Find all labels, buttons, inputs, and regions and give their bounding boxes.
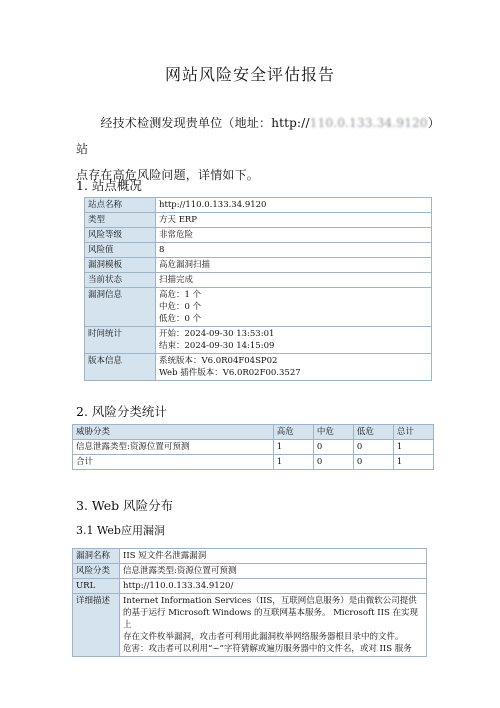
risk-stats-table bbox=[72, 424, 434, 470]
risk-row bbox=[73, 455, 434, 470]
site-info-value: 非常危险 bbox=[156, 228, 432, 243]
site-info-value: 8 bbox=[156, 243, 432, 258]
vuln-description-line: 存在文件枚举漏洞，攻击者可利用此漏洞枚举网络服务器根目录中的文件。 bbox=[123, 632, 404, 642]
vuln-detail-key: 漏洞名称 bbox=[73, 549, 120, 564]
section-site-overview: 1. 站点概况 bbox=[76, 178, 142, 193]
risk-cell: 1 bbox=[273, 455, 313, 470]
risk-cell: 0 bbox=[353, 440, 393, 455]
site-info-row bbox=[85, 198, 432, 213]
risk-header-cell: 低危 bbox=[353, 425, 393, 440]
vuln-detail-key: URL bbox=[73, 579, 120, 594]
site-info-table bbox=[84, 197, 432, 381]
site-info-row-vuln-info bbox=[85, 288, 432, 327]
risk-header-cell: 总计 bbox=[393, 425, 433, 440]
vuln-detail-value: 信息泄露类型:资源位置可预测 bbox=[120, 564, 427, 579]
risk-cell: 合计 bbox=[73, 455, 274, 470]
section-risk-stats: 2. 风险分类统计 bbox=[76, 404, 167, 419]
vuln-description-line: Internet Information Services（IIS，互联网信息服务）是由微软公司提供 bbox=[123, 596, 417, 606]
site-info-key: 风险值 bbox=[85, 243, 156, 258]
risk-cell: 0 bbox=[313, 455, 353, 470]
risk-cell: 1 bbox=[393, 455, 433, 470]
subsection-web-app-vuln: 3.1 Web应用漏洞 bbox=[76, 524, 165, 537]
site-info-row bbox=[85, 213, 432, 228]
vuln-detail-row-description bbox=[73, 594, 427, 657]
site-info-line: 系统版本：V6.0R04F04SP02 bbox=[159, 356, 278, 366]
site-info-value: 高危漏洞扫描 bbox=[156, 258, 432, 273]
site-info-key: 漏洞模板 bbox=[85, 258, 156, 273]
section-web-risk: 3. Web 风险分布 bbox=[76, 498, 174, 513]
site-info-value: 方天 ERP bbox=[156, 213, 432, 228]
site-info-key: 类型 bbox=[85, 213, 156, 228]
redacted-host: 110.0.133.34.9120 bbox=[309, 116, 428, 130]
report-title: 网站风险安全评估报告 bbox=[164, 65, 335, 84]
risk-cell: 信息泄露类型:资源位置可预测 bbox=[73, 440, 274, 455]
risk-cell: 0 bbox=[313, 440, 353, 455]
site-info-row-time-stats bbox=[85, 327, 432, 354]
site-info-key: 版本信息 bbox=[85, 354, 156, 381]
site-info-value: 扫描完成 bbox=[156, 273, 432, 288]
site-info-line: 开始：2024-09-30 13:53:01 bbox=[159, 329, 275, 339]
vuln-detail-key: 详细描述 bbox=[73, 594, 120, 657]
vuln-description-line: 的基于运行 Microsoft Windows 的互联网基本服务。 Microsoft IIS 在实现上 bbox=[123, 608, 419, 630]
vuln-description bbox=[120, 594, 427, 657]
vuln-detail-value: http://110.0.133.34.9120/ bbox=[120, 579, 427, 594]
vuln-detail-key: 风险分类 bbox=[73, 564, 120, 579]
site-info-value bbox=[156, 288, 432, 327]
site-info-key: 风险等级 bbox=[85, 228, 156, 243]
risk-cell: 0 bbox=[353, 455, 393, 470]
vuln-detail-row bbox=[73, 579, 427, 594]
intro-line1: 经技术检测发现贵单位（地址：http://110.0.133.34.9120）站 bbox=[76, 116, 434, 156]
risk-header-cell: 高危 bbox=[273, 425, 313, 440]
site-info-row bbox=[85, 228, 432, 243]
risk-header-cell: 威胁分类 bbox=[73, 425, 274, 440]
site-info-key: 漏洞信息 bbox=[85, 288, 156, 327]
site-info-value bbox=[156, 327, 432, 354]
site-info-row bbox=[85, 243, 432, 258]
site-info-line: 低危：0 个 bbox=[159, 314, 202, 324]
site-info-line: 中危：0 个 bbox=[159, 302, 202, 312]
site-info-key: 当前状态 bbox=[85, 273, 156, 288]
risk-cell: 1 bbox=[273, 440, 313, 455]
risk-cell: 1 bbox=[393, 440, 433, 455]
site-info-value: http://110.0.133.34.9120 bbox=[156, 198, 432, 213]
risk-row bbox=[73, 440, 434, 455]
site-info-value bbox=[156, 354, 432, 381]
risk-header-row bbox=[73, 425, 434, 440]
site-info-row bbox=[85, 258, 432, 273]
site-info-key: 站点名称 bbox=[85, 198, 156, 213]
site-info-line: Web 插件版本：V6.0R02F00.3527 bbox=[159, 368, 301, 378]
site-info-key: 时间统计 bbox=[85, 327, 156, 354]
intro-line2: 点存在高危风险问题，详情如下。 bbox=[76, 168, 260, 182]
vuln-detail-row bbox=[73, 549, 427, 564]
vuln-detail-row bbox=[73, 564, 427, 579]
vuln-detail-table bbox=[72, 548, 427, 657]
site-info-row bbox=[85, 273, 432, 288]
vuln-detail-value: IIS 短文件名泄露漏洞 bbox=[120, 549, 427, 564]
site-info-row-version bbox=[85, 354, 432, 381]
site-info-line: 结束：2024-09-30 14:15:09 bbox=[159, 341, 275, 351]
vuln-description-line: 危害：攻击者可以利用“~”字符猜解或遍历服务器中的文件名，或对 IIS 服务 bbox=[123, 644, 412, 654]
risk-header-cell: 中危 bbox=[313, 425, 353, 440]
site-info-line: 高危：1 个 bbox=[159, 290, 202, 300]
